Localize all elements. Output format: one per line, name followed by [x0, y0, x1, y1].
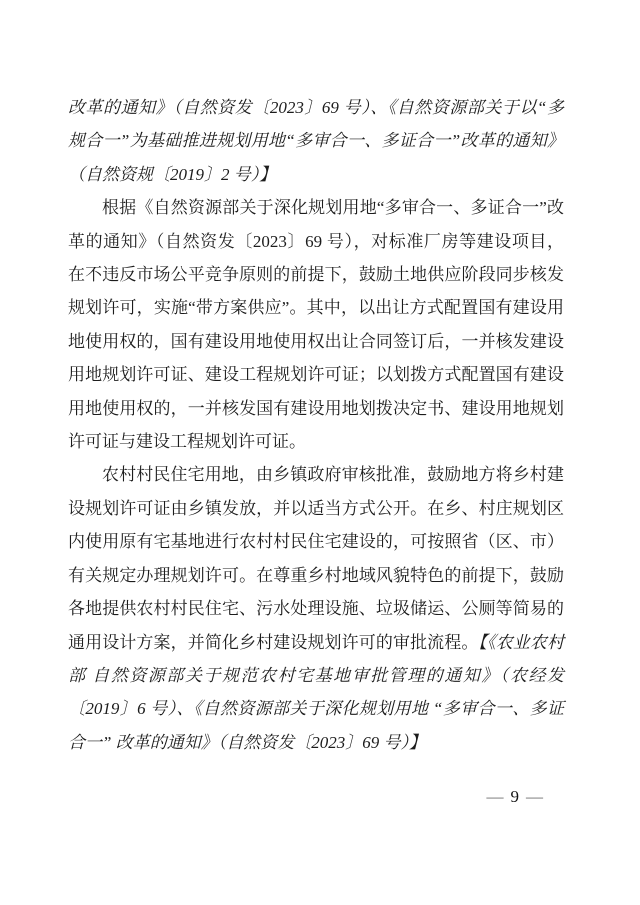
paragraph-rural-housing-citation: 【《农业农村部 自然资源部关于规范农村宅基地审批管理的通知》（农经发〔2019〕6 号）、《自然资源部关于深化规划用地 “多审合一、多证合一” 改革的通知》（自然资发〔2023〕69 号）】 — [68, 632, 565, 752]
page-number — [487, 783, 544, 811]
paragraph-citation-continuation: 改革的通知》（自然资发〔2023〕69 号）、《自然资源部关于以“多规合一”为基础推进规划用地“多审合一、多证合一”改革的通知》（自然资规〔2019〕2 号）】 — [68, 98, 564, 184]
paragraph-planning-permit: 根据《自然资源部关于深化规划用地“多审合一、多证合一”改革的通知》（自然资发〔2023〕69 号），对标准厂房等建设项目，在不违反市场公平竞争原则的前提下，鼓励土地供应阶段同步核发规划许可，实施“带方案供应”。其中，以出让方式配置国有建设用地使用权的，国有建设用地使用权出让合同签订后，一并核发建设用地规划许可证、建设工程规划许可证；以划拨方式配置国有建设用地使用权的，一并核发国有建设用地划拨决定书、建设用地规划许可证与建设工程规划许可证。 — [68, 198, 564, 452]
paragraph-rural-housing-text: 农村村民住宅用地，由乡镇政府审核批准，鼓励地方将乡村建设规划许可证由乡镇发放，并以适当方式公开。在乡、村庄规划区内使用原有宅基地进行农村村民住宅建设的，可按照省（区、市）有关规定办理规划许可。在尊重乡村地域风貌特色的前提下，鼓励各地提供农村村民住宅、污水处理设施、垃圾储运、公厕等简易的通用设计方案，并简化乡村建设规划许可的审批流程。 — [68, 465, 564, 652]
page-number-value: 9 — [510, 787, 519, 806]
page-number-right-dash: — — [526, 787, 543, 806]
paragraph-rural-housing — [68, 458, 564, 759]
page-number-left-dash: — — [486, 787, 504, 806]
document-body — [68, 91, 564, 759]
